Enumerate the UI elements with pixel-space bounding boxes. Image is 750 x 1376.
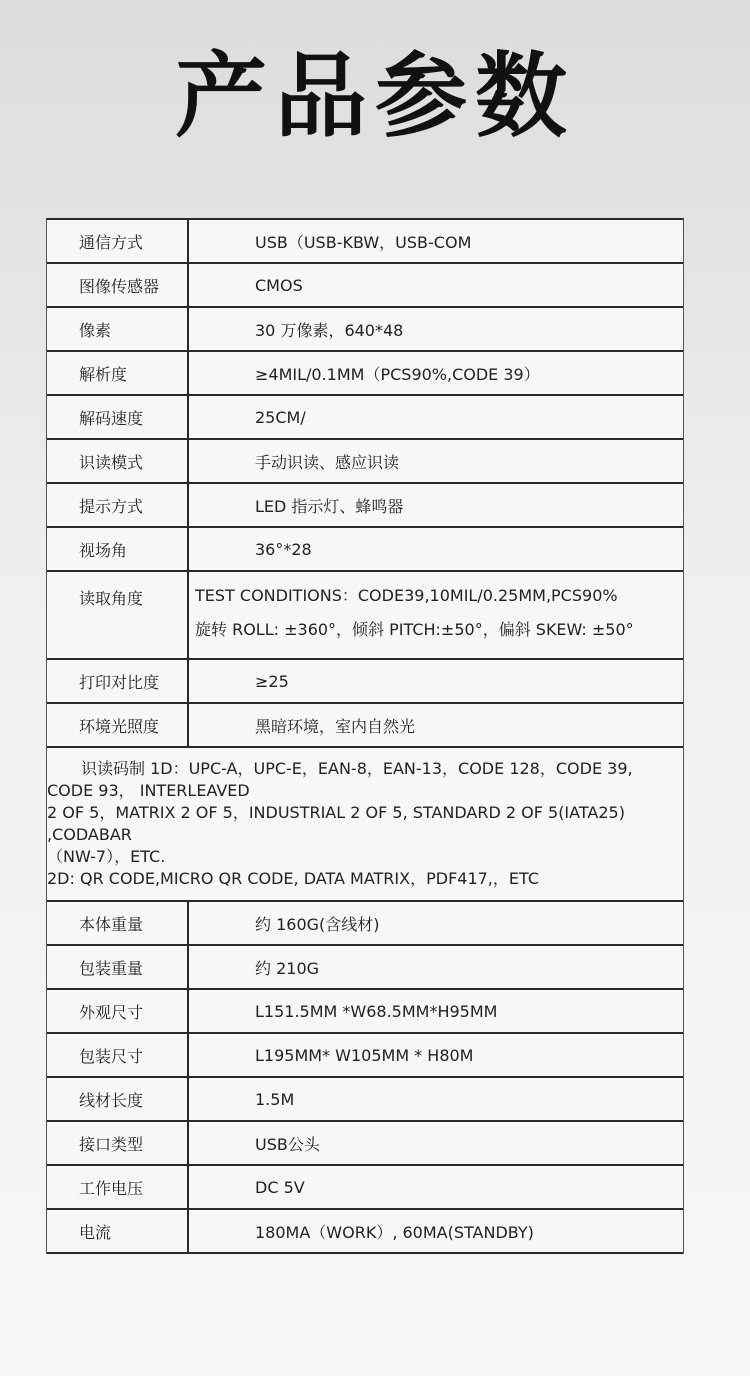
spec-row-communication	[47, 220, 683, 264]
spec-label: 工作电压	[47, 1166, 189, 1208]
spec-value: 25CM/	[255, 407, 306, 427]
read-angle-values: 旋转 ROLL: ±360°，倾斜 PITCH:±50°，偏斜 SKEW: ±50°	[195, 620, 634, 639]
page-title: 产品参数	[174, 43, 575, 150]
spec-label: 读取角度	[47, 572, 189, 658]
symbologies-line: （NW-7），ETC.	[47, 847, 166, 866]
spec-value: DC 5V	[255, 1177, 305, 1197]
spec-value: 30 万像素，640*48	[255, 320, 404, 340]
spec-value: L195MM* W105MM * H80M	[255, 1045, 474, 1065]
spec-value: 约 210G	[255, 958, 320, 978]
spec-value: L151.5MM *W68.5MM*H95MM	[255, 1001, 498, 1021]
spec-label: 电流	[47, 1210, 189, 1252]
spec-label: 通信方式	[47, 220, 189, 262]
spec-row-read-mode	[47, 440, 683, 484]
spec-row-symbologies	[47, 748, 683, 902]
spec-row-ambient-light	[47, 704, 683, 748]
spec-value: ≥4MIL/0.1MM（PCS90%,CODE 39）	[255, 364, 540, 384]
spec-table	[46, 218, 684, 1254]
spec-value: ≥25	[255, 671, 289, 691]
spec-value: USB公头	[255, 1134, 320, 1154]
spec-row-current	[47, 1210, 683, 1254]
spec-value: USB（USB-KBW，USB-COM	[255, 232, 472, 252]
spec-label: 本体重量	[47, 902, 189, 944]
spec-row-dimensions	[47, 990, 683, 1034]
spec-label: 提示方式	[47, 484, 189, 526]
spec-row-interface	[47, 1122, 683, 1166]
spec-value: 1.5M	[255, 1089, 295, 1109]
symbologies-line: CODE 93， INTERLEAVED	[47, 781, 250, 800]
spec-row-voltage	[47, 1166, 683, 1210]
spec-row-body-weight	[47, 902, 683, 946]
spec-value: 180MA（WORK）, 60MA(STANDBY)	[255, 1222, 534, 1242]
spec-label: 外观尺寸	[47, 990, 189, 1032]
spec-label: 包装尺寸	[47, 1034, 189, 1076]
symbologies-line: 2D: QR CODE,MICRO QR CODE, DATA MATRIX，PDF417,，ETC	[47, 869, 540, 888]
symbologies-line: 识读码制 1D：UPC-A，UPC-E，EAN-8，EAN-13，CODE 128，CODE 39,	[81, 759, 633, 778]
spec-row-package-size	[47, 1034, 683, 1078]
spec-value: CMOS	[255, 275, 303, 295]
spec-row-decode-speed	[47, 396, 683, 440]
spec-label: 打印对比度	[47, 660, 189, 702]
spec-label: 视场角	[47, 528, 189, 570]
spec-label: 图像传感器	[47, 264, 189, 306]
spec-row-image-sensor	[47, 264, 683, 308]
spec-value: 手动识读、感应识读	[255, 452, 400, 472]
spec-row-read-angle	[47, 572, 683, 660]
spec-row-resolution	[47, 352, 683, 396]
spec-row-package-weight	[47, 946, 683, 990]
spec-label: 包装重量	[47, 946, 189, 988]
symbologies-line: ,CODABAR	[47, 825, 132, 844]
read-angle-test-conditions: TEST CONDITIONS：CODE39,10MIL/0.25MM,PCS90%	[195, 586, 618, 605]
spec-label: 环境光照度	[47, 704, 189, 746]
spec-label: 解码速度	[47, 396, 189, 438]
spec-value: 36°*28	[255, 539, 312, 559]
spec-row-field-of-view	[47, 528, 683, 572]
spec-label: 识读模式	[47, 440, 189, 482]
spec-label: 解析度	[47, 352, 189, 394]
spec-row-indicator	[47, 484, 683, 528]
symbologies-text	[47, 748, 683, 900]
spec-row-pixels	[47, 308, 683, 352]
spec-label: 接口类型	[47, 1122, 189, 1164]
spec-label: 线材长度	[47, 1078, 189, 1120]
spec-value: 约 160G(含线材)	[255, 914, 380, 934]
spec-label: 像素	[47, 308, 189, 350]
spec-row-cable-length	[47, 1078, 683, 1122]
spec-value	[189, 572, 683, 658]
spec-value: 黑暗环境，室内自然光	[255, 716, 416, 736]
spec-value: LED 指示灯、蜂鸣器	[255, 496, 404, 516]
symbologies-line: 2 OF 5，MATRIX 2 OF 5，INDUSTRIAL 2 OF 5, STANDARD 2 OF 5(IATA25)	[47, 803, 625, 822]
spec-row-print-contrast	[47, 660, 683, 704]
